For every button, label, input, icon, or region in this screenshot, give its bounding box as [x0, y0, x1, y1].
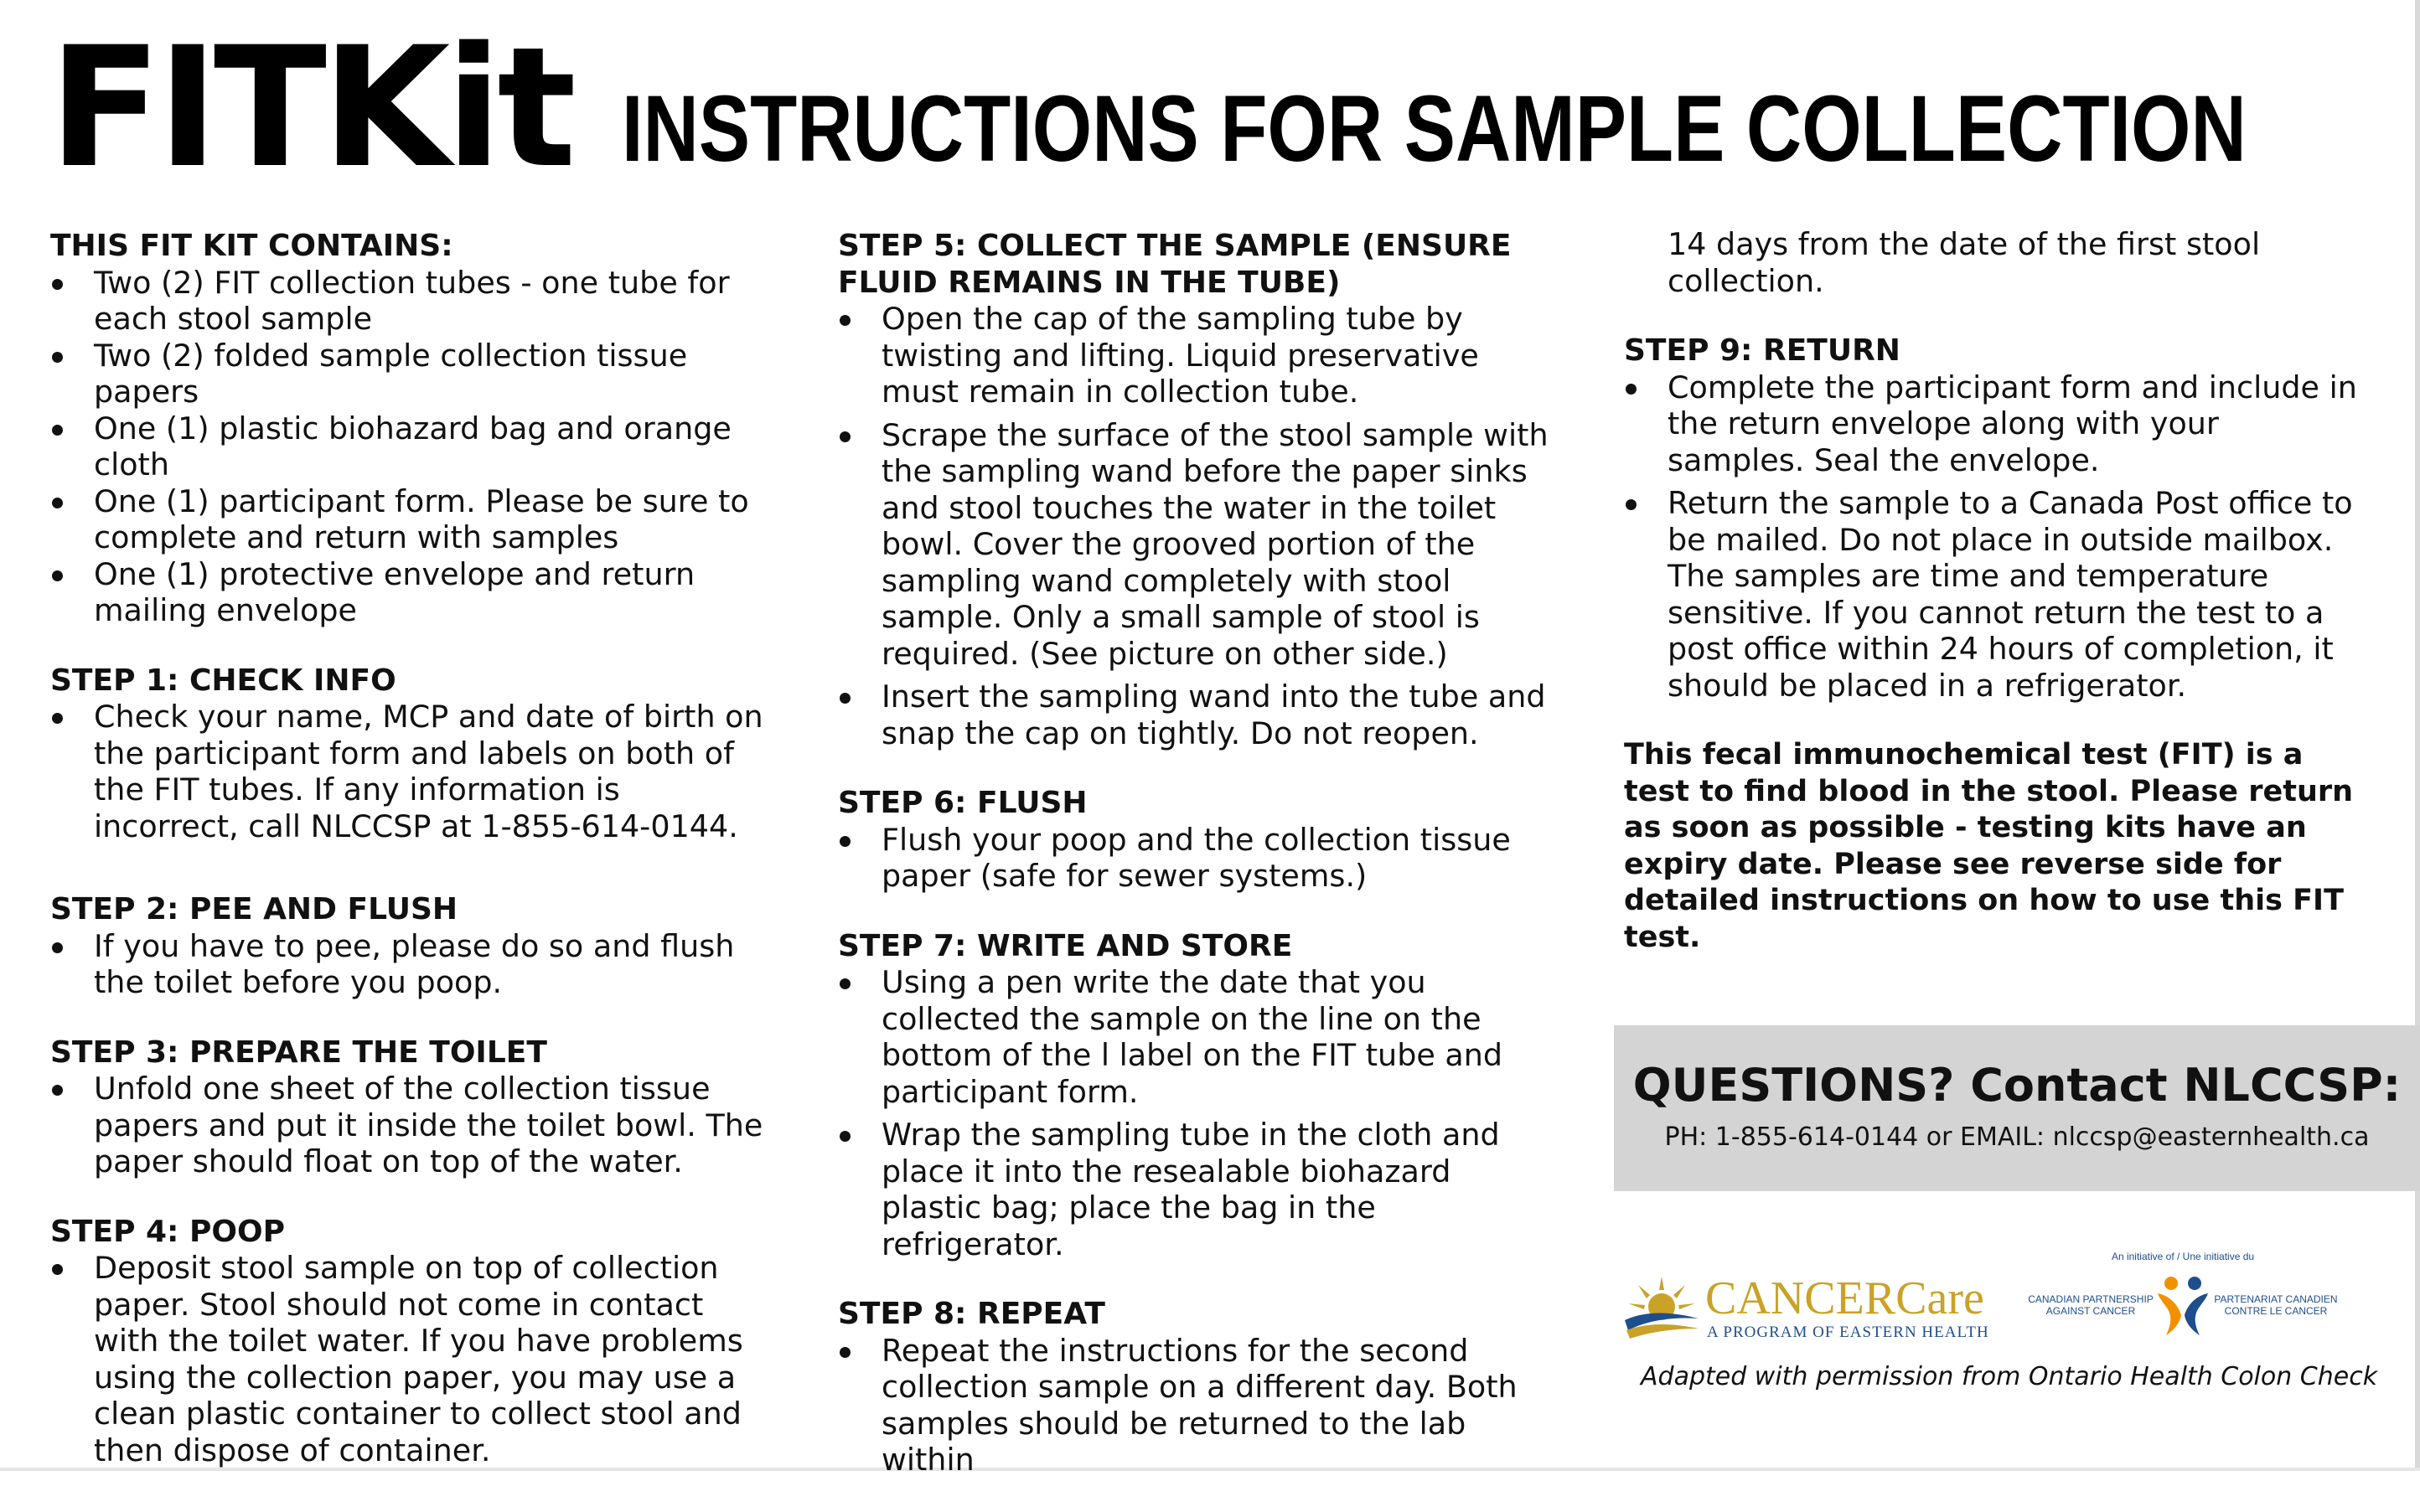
step-list [838, 822, 1550, 895]
list-item: Check your name, MCP and date of birth on the participant form and labels on both of the FIT tubes. If any information is incorrect, call NLCCSP at 1-855-614-0144. [50, 699, 771, 844]
list-item: Flush your poop and the collection tissue paper (safe for sewer systems.) [838, 822, 1550, 895]
step-list [50, 928, 771, 1001]
list-item: Wrap the sampling tube in the cloth and place it into the resealable biohazard plastic bag; place the bag in the refrigerator. [838, 1117, 1550, 1262]
section-heading: STEP 1: CHECK INFO [50, 663, 396, 698]
section-heading: STEP 9: RETURN [1624, 333, 1900, 368]
list-item: Two (2) folded sample collection tissue papers [50, 338, 771, 410]
fit-test-note: This fecal immunochemical test (FIT) is a test to find blood in the stool. Please return as soon as possible - testing kits have an expiry date. Please see reverse side for detailed instructions on how to use this FIT test. [1624, 738, 2354, 954]
list-item: Two (2) FIT collection tubes - one tube for each stool sample [50, 265, 771, 338]
step-list [50, 1071, 771, 1180]
section-heading: STEP 4: POOP [50, 1214, 285, 1249]
partnership-fr-wrap [2210, 1293, 2342, 1327]
list-item: Using a pen write the date that you collected the sample on the line on the bottom of the l label on the FIT tube and participant form. [838, 964, 1550, 1110]
list-item: If you have to pee, please do so and flush the toilet before you poop. [50, 928, 771, 1001]
credit-line: Adapted with permission from Ontario Health Colon Check [1641, 1362, 2378, 1391]
section-step9 [1624, 333, 2361, 704]
contents-list [50, 265, 771, 629]
list-item: Repeat the instructions for the second collection sample on a different day. Both samples should be returned to the lab within [838, 1333, 1550, 1478]
page-title: INSTRUCTIONS FOR SAMPLE COLLECTION [622, 76, 2247, 181]
section-step4 [50, 1214, 771, 1469]
list-item: Scrape the surface of the stool sample with the sampling wand before the paper sinks and stool touches the water in the toilet bowl. Cover the grooved portion of the sampling wand completely with stool sample. Only a small sample of stool is required. (See picture on other side.) [838, 417, 1550, 673]
list-item: One (1) protective envelope and return mailing envelope [50, 556, 771, 629]
section-step3 [50, 1035, 771, 1180]
partnership-fr: PARTENARIAT CANADIEN CONTRE LE CANCER [2214, 1293, 2338, 1317]
partnership-logo [2024, 1248, 2342, 1340]
brand-title: FITKit [49, 11, 571, 204]
column-right [1624, 226, 2361, 956]
step-list [50, 1250, 771, 1468]
partnership-en-wrap [2024, 1293, 2158, 1327]
page-edge [2415, 0, 2420, 1471]
cancercare-tagline: A PROGRAM OF EASTERN HEALTH [1707, 1324, 1989, 1340]
column-left [50, 228, 771, 1502]
section-contents [50, 228, 771, 629]
partnership-en: CANADIAN PARTNERSHIP AGAINST CANCER [2028, 1293, 2154, 1317]
sun-icon [1625, 1277, 1699, 1339]
list-item: Deposit stool sample on top of collection paper. Stool should not come in contact with the toilet water. If you have problems using the collection paper, you may use a clean plastic container to collect stool and then dispose of container. [50, 1250, 771, 1468]
step-list [838, 964, 1550, 1262]
section-heading: THIS FIT KIT CONTAINS: [50, 229, 453, 263]
cancercare-name: CANCERCare [1705, 1272, 1984, 1324]
section-heading: STEP 5: COLLECT THE SAMPLE (ENSURE FLUID REMAINS IN THE TUBE) [838, 229, 1512, 300]
list-item: Insert the sampling wand into the tube and snap the cap on tightly. Do not reopen. [838, 679, 1550, 751]
contact-info: PH: 1-855-614-0144 or EMAIL: nlccsp@easternhealth.ca [1664, 1122, 2370, 1152]
list-item: Complete the participant form and include in the return envelope along with your samples. Seal the envelope. [1624, 369, 2361, 479]
list-item: Open the cap of the sampling tube by twisting and lifting. Liquid preservative must remain in collection tube. [838, 301, 1550, 410]
section-heading: STEP 2: PEE AND FLUSH [50, 892, 458, 926]
section-step5 [838, 228, 1550, 751]
list-item: One (1) plastic biohazard bag and orange cloth [50, 410, 771, 483]
section-heading: STEP 6: FLUSH [838, 786, 1088, 820]
list-item: Unfold one sheet of the collection tissue papers and put it inside the toilet bowl. The paper should float on top of the water. [50, 1071, 771, 1180]
section-heading: STEP 8: REPEAT [838, 1297, 1105, 1331]
section-step1 [50, 663, 771, 845]
step-list [1624, 369, 2361, 704]
initiative-label: An initiative of / Une initiative du [2111, 1251, 2255, 1262]
step-list [838, 301, 1550, 751]
questions-box [1614, 1025, 2420, 1191]
questions-title: QUESTIONS? Contact NLCCSP: [1632, 1059, 2402, 1112]
list-item: Return the sample to a Canada Post office to be mailed. Do not place in outside mailbox. The samples are time and temperature sensitive. If you cannot return the test to a post office within 24 hours of completion, it should be placed in a refrigerator. [1624, 485, 2361, 704]
section-step8 [838, 1296, 1550, 1478]
section-step6 [838, 785, 1550, 895]
section-heading: STEP 3: PREPARE THE TOILET [50, 1035, 547, 1070]
step8-continuation: 14 days from the date of the first stool collection. [1668, 226, 2261, 299]
column-middle [838, 228, 1550, 1512]
section-heading: STEP 7: WRITE AND STORE [838, 928, 1293, 963]
step-list [50, 699, 771, 844]
section-step2 [50, 891, 771, 1001]
section-step7 [838, 928, 1550, 1263]
list-item: One (1) participant form. Please be sure to complete and return with samples [50, 483, 771, 556]
cancercare-logo [1621, 1265, 2015, 1340]
step-list [838, 1333, 1550, 1478]
partnership-people-icon [2158, 1277, 2208, 1335]
